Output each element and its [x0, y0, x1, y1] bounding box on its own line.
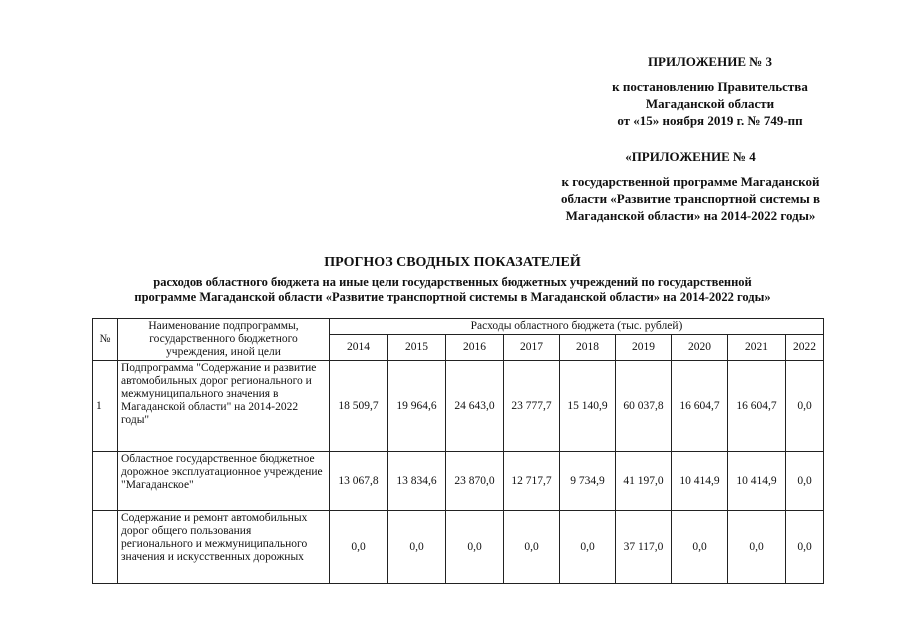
header-year: 2022	[786, 335, 824, 361]
row-number: 1	[93, 361, 118, 452]
budget-table	[92, 318, 824, 584]
row-value: 24 643,0	[446, 361, 504, 452]
row-value: 0,0	[560, 511, 616, 584]
row-value: 0,0	[330, 511, 388, 584]
row-value: 60 037,8	[616, 361, 672, 452]
row-value: 18 509,7	[330, 361, 388, 452]
row-value: 0,0	[786, 452, 824, 511]
row-value: 0,0	[446, 511, 504, 584]
row-name: Содержание и ремонт автомобильных дорог общего пользования регионального и межмуниципального значения и искусственных дорожных	[121, 512, 308, 563]
row-value: 0,0	[786, 361, 824, 452]
row-value: 0,0	[786, 511, 824, 584]
row-value: 13 834,6	[388, 452, 446, 511]
row-value: 41 197,0	[616, 452, 672, 511]
row-value: 12 717,7	[504, 452, 560, 511]
header-name: Наименование подпрограммы, государственного бюджетного учреждения, иной цели	[118, 319, 330, 361]
appendix-3-line: от «15» ноября 2019 г. № 749-пп	[617, 113, 803, 128]
row-value: 23 777,7	[504, 361, 560, 452]
row-number	[93, 511, 118, 584]
row-value: 9 734,9	[560, 452, 616, 511]
header-year: 2021	[728, 335, 786, 361]
header-year: 2015	[388, 335, 446, 361]
row-value: 15 140,9	[560, 361, 616, 452]
row-value: 0,0	[388, 511, 446, 584]
appendix-3-line: к постановлению Правительства	[612, 79, 808, 94]
document-subtitle-line: расходов областного бюджета на иные цели государственных бюджетных учреждений по государственной	[153, 275, 752, 289]
header-year: 2016	[446, 335, 504, 361]
row-name: Областное государственное бюджетное дорожное эксплуатационное учреждение "Магаданское"	[118, 452, 330, 511]
header-year: 2020	[672, 335, 728, 361]
header-year: 2014	[330, 335, 388, 361]
header-year: 2017	[504, 335, 560, 361]
row-value: 10 414,9	[728, 452, 786, 511]
document-subtitle	[0, 275, 905, 305]
appendix-3-line: Магаданской области	[645, 96, 775, 111]
row-name-cell	[118, 511, 330, 584]
row-value: 23 870,0	[446, 452, 504, 511]
table-row	[93, 511, 824, 584]
table-row	[93, 452, 824, 511]
document-title: ПРОГНОЗ СВОДНЫХ ПОКАЗАТЕЛЕЙ	[324, 255, 581, 270]
header-number: №	[93, 319, 118, 361]
appendix-3-block	[560, 53, 860, 129]
row-name: Подпрограмма "Содержание и развитие автомобильных дорог регионального и межмуниципального значения в Магаданской области" на 2014-2022 годы"	[118, 361, 330, 452]
row-value: 0,0	[728, 511, 786, 584]
row-value: 0,0	[672, 511, 728, 584]
appendix-4-line: области «Развитие транспортной системы в	[560, 191, 821, 206]
header-year: 2019	[616, 335, 672, 361]
appendix-4-line: Магаданской области» на 2014-2022 годы»	[565, 208, 816, 223]
appendix-3-title: ПРИЛОЖЕНИЕ № 3	[647, 54, 773, 69]
header-expenses: Расходы областного бюджета (тыс. рублей)	[330, 319, 824, 335]
appendix-4-title: «ПРИЛОЖЕНИЕ № 4	[625, 149, 756, 164]
appendix-4-block	[528, 148, 853, 224]
row-value: 16 604,7	[728, 361, 786, 452]
row-value: 16 604,7	[672, 361, 728, 452]
row-value: 19 964,6	[388, 361, 446, 452]
table-row	[93, 361, 824, 452]
row-value: 0,0	[504, 511, 560, 584]
row-value: 10 414,9	[672, 452, 728, 511]
document-subtitle-line: программе Магаданской области «Развитие транспортной системы в Магаданской области» на 2014-2022 годы»	[134, 290, 771, 304]
row-value: 37 117,0	[616, 511, 672, 584]
appendix-4-line: к государственной программе Магаданской	[561, 174, 820, 189]
row-number	[93, 452, 118, 511]
row-value: 13 067,8	[330, 452, 388, 511]
header-year: 2018	[560, 335, 616, 361]
